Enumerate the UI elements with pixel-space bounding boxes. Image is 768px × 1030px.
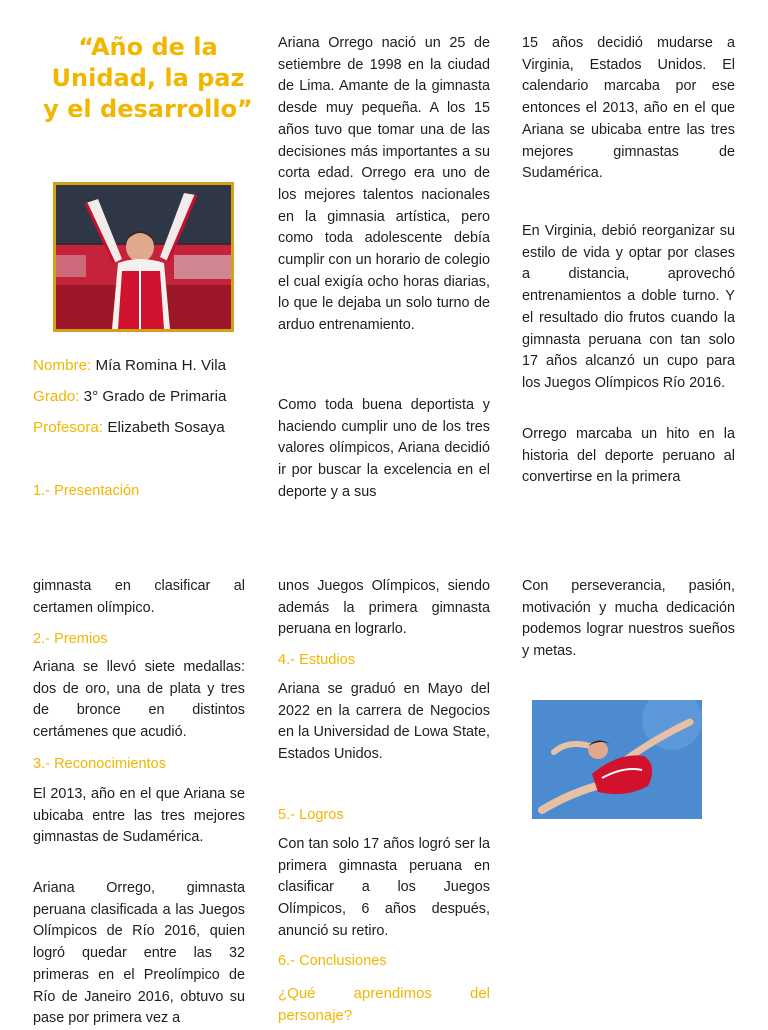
page-title xyxy=(30,32,266,125)
student-name-row xyxy=(33,356,226,376)
paragraph-studies: Ariana se graduó en Mayo del 2022 en la carrera de Negocios en la Universidad de Lowa State, Estados Unidos. xyxy=(278,681,490,763)
paragraph-olympic-values: Como toda buena deportista y haciendo cumplir uno de los tres valores olímpicos, Ariana decidió ir por buscar la excelencia en el deporte y a sus xyxy=(278,397,490,500)
teacher-row xyxy=(33,418,225,438)
paragraph-biography-intro: Ariana Orrego nació un 25 de setiembre de 1998 en la ciudad de Lima. Amante de la gimnasta desde muy pequeña. A los 15 años tuvo que tomar una de las decisiones más importantes a su corta edad. Orrego era uno de los mejores talentos nacionales en la gimnasia artística, pero como toda adolescente debía cumplir con un horario de colegio el cual exigía ocho horas diarias, lo que le dejaba un solo turno de arduo entrenamiento. xyxy=(278,35,490,334)
paragraph-move-to-virginia: 15 años decidió mudarse a Virginia, Estados Unidos. El calendario marcaba por ese entonces el 2013, año en el que Ariana se ubicaba entre las tres mejores gimnastas de Sudamérica. xyxy=(522,35,735,182)
teacher-label: Profesora: xyxy=(33,419,104,436)
gymnast-leap-illustration xyxy=(532,700,702,819)
grade-label: Grado: xyxy=(33,388,80,405)
grade-value: 3° Grado de Primaria xyxy=(83,388,227,405)
heading-presentacion: 1.- Presentación xyxy=(33,483,140,499)
paragraph-conclusion: Con perseverancia, pasión, motivación y mucha dedicación podemos lograr nuestros sueños y metas. xyxy=(522,578,735,660)
paragraph-medals: Ariana se llevó siete medallas: dos de oro, una de plata y tres de bronce en distintos certámenes que acudió. xyxy=(33,659,245,741)
title-line-2: Unidad, la paz xyxy=(51,64,245,92)
gymnast-photo-illustration xyxy=(56,185,231,329)
paragraph-rio-2016: Ariana Orrego, gimnasta peruana clasificada a las Juegos Olímpicos de Río 2016, quien logró quedar entre las 32 primeras en el Preolímpico de Río de Janeiro 2016, obtuvo su pase por primera vez a xyxy=(33,880,245,1027)
question-what-we-learned: ¿Qué aprendimos del personaje? xyxy=(278,985,490,1024)
paragraph-milestone: Orrego marcaba un hito en la historia del deporte peruano al convertirse en la primera xyxy=(522,426,735,486)
heading-logros: 5.- Logros xyxy=(278,807,344,823)
paragraph-first-peruvian: unos Juegos Olímpicos, siendo además la primera gimnasta peruana en lograrlo. xyxy=(278,578,490,638)
paragraph-recognition: El 2013, año en el que Ariana se ubicaba entre las tres mejores gimnastas de Sudamérica. xyxy=(33,786,245,846)
paragraph-first-qualifier: gimnasta en clasificar al certamen olímpico. xyxy=(33,578,245,616)
grade-row xyxy=(33,387,227,407)
paragraph-achievements: Con tan solo 17 años logró ser la primera gimnasta peruana en clasificar a los Juegos Olímpicos, 6 años después, anunció su retiro. xyxy=(278,836,490,939)
name-label: Nombre: xyxy=(33,357,92,374)
heading-conclusiones: 6.- Conclusiones xyxy=(278,953,387,969)
gymnast-photo-leap xyxy=(532,700,702,819)
heading-premios: 2.- Premios xyxy=(33,631,108,647)
paragraph-virginia-training: En Virginia, debió reorganizar su estilo de vida y optar por clases a distancia, aprovechó entrenamientos a doble turno. Y el resultado dio frutos cuando la gimnasta peruana con tan solo 17 años alcanzó un cupo para los Juegos Olímpicos Río 2016. xyxy=(522,223,735,391)
heading-estudios: 4.- Estudios xyxy=(278,652,356,668)
teacher-value: Elizabeth Sosaya xyxy=(107,419,225,436)
gymnast-photo-arms-raised xyxy=(53,182,234,332)
name-value: Mía Romina H. Vila xyxy=(95,357,227,374)
title-line-1: “Año de la xyxy=(78,33,218,61)
title-line-3: y el desarrollo” xyxy=(43,95,253,123)
heading-reconocimientos: 3.- Reconocimientos xyxy=(33,756,167,772)
